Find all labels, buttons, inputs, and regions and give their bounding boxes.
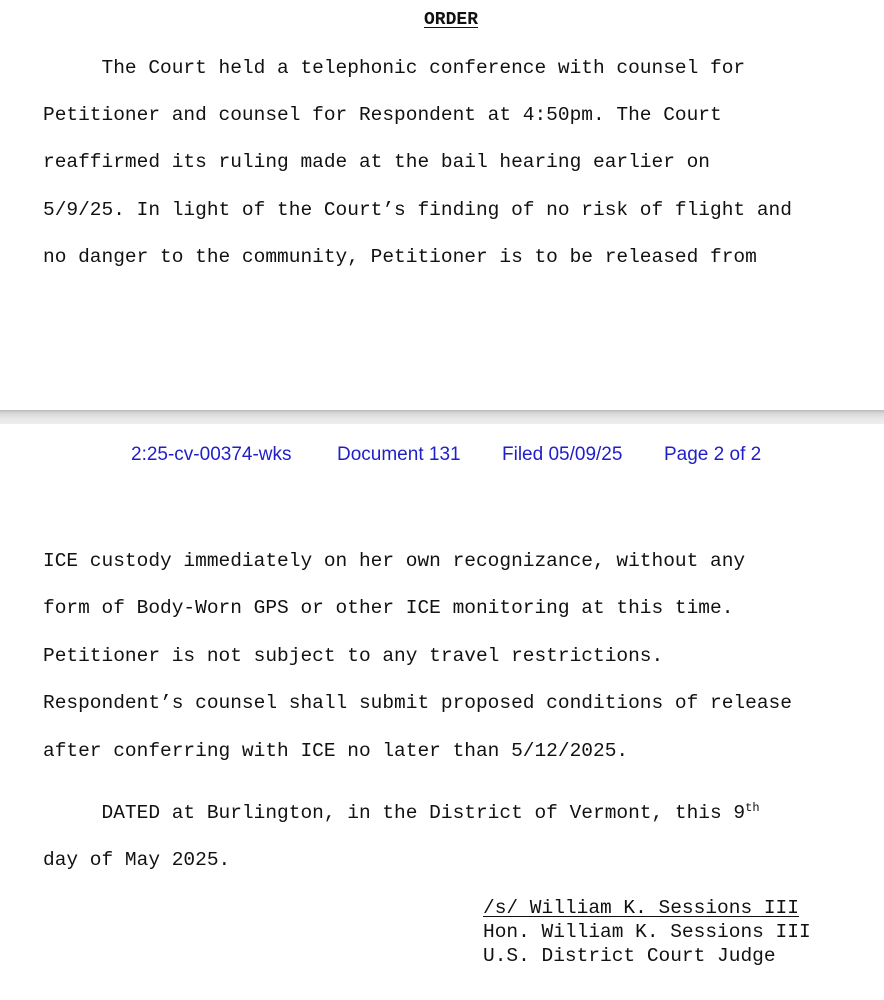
ecf-header bbox=[0, 444, 884, 468]
dated-text: DATED at Burlington, in the District of Vermont, this 9 bbox=[43, 802, 746, 824]
ordinal-suffix: th bbox=[745, 801, 760, 815]
body-line-6: ICE custody immediately on her own recognizance, without any bbox=[43, 550, 746, 572]
document-number: Document 131 bbox=[337, 444, 461, 465]
filed-date: Filed 05/09/25 bbox=[502, 444, 623, 465]
judge-name: Hon. William K. Sessions III bbox=[483, 921, 811, 943]
body-line-1: The Court held a telephonic conference with counsel for bbox=[43, 57, 746, 79]
case-number: 2:25-cv-00374-wks bbox=[131, 444, 292, 465]
order-title: ORDER bbox=[423, 10, 478, 30]
body-line-8: Petitioner is not subject to any travel restrictions. bbox=[43, 645, 664, 667]
dated-line bbox=[43, 802, 760, 824]
page-indicator: Page 2 of 2 bbox=[664, 444, 762, 465]
body-line-10: after conferring with ICE no later than 5/12/2025. bbox=[43, 740, 629, 762]
dated-line-2: day of May 2025. bbox=[43, 849, 231, 871]
body-line-3: reaffirmed its ruling made at the bail hearing earlier on bbox=[43, 151, 711, 173]
judge-title: U.S. District Court Judge bbox=[483, 945, 776, 967]
page-separator bbox=[0, 410, 884, 424]
electronic-signature: /s/ William K. Sessions III bbox=[483, 897, 799, 919]
body-line-7: form of Body-Worn GPS or other ICE monitoring at this time. bbox=[43, 597, 734, 619]
body-line-4: 5/9/25. In light of the Court’s finding of no risk of flight and bbox=[43, 199, 792, 221]
body-line-5: no danger to the community, Petitioner is to be released from bbox=[43, 246, 757, 268]
body-line-9: Respondent’s counsel shall submit proposed conditions of release bbox=[43, 692, 792, 714]
body-line-2: Petitioner and counsel for Respondent at 4:50pm. The Court bbox=[43, 104, 722, 126]
